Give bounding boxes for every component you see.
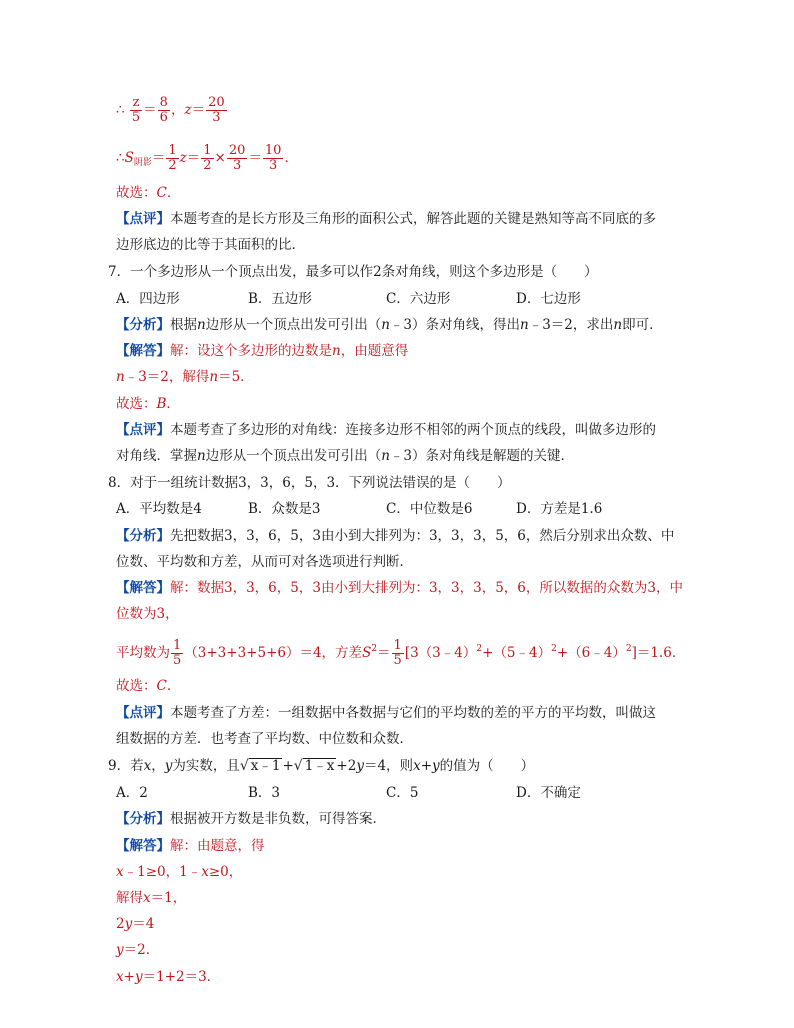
q9-sum: x+y＝1+2＝3． bbox=[116, 969, 221, 985]
q9-solution: 【解答】解：由题意，得 bbox=[116, 838, 265, 854]
q8-comment-1: 【点评】本题考查了方差：一组数据中各数据与它们的平均数的差的平方的平均数，叫做这 bbox=[116, 705, 656, 721]
fraction: $\frac{10}{3}$ bbox=[264, 143, 282, 173]
q9-condition: x﹣1≥0，1﹣x≥0， bbox=[116, 864, 243, 880]
fraction: $\frac{1}{5}$ bbox=[173, 638, 182, 668]
q8-comment-2: 组数据的方差．也考查了平均数、中位数和众数． bbox=[116, 731, 413, 747]
q8-solution-1: 【解答】解：数据3，3，6，5，3由小到大排列为：3，3，3，5，6，所以数据的众数为3，中 bbox=[116, 580, 683, 596]
fraction: $\frac{8}{6}$ bbox=[159, 95, 168, 125]
q9-analysis: 【分析】根据被开方数是非负数，可得答案． bbox=[116, 811, 386, 827]
q8-choose: 故选：C． bbox=[116, 678, 181, 694]
q8-stem: 8．对于一组统计数据3，3，6，5，3．下列说法错误的是（ ） bbox=[108, 475, 511, 491]
fraction: $\frac{z}{5}$ bbox=[131, 95, 141, 125]
option-a: A．平均数是4 bbox=[116, 501, 202, 517]
q9-eq-2y: 2y＝4 bbox=[116, 916, 155, 932]
option-b: B．五边形 bbox=[248, 291, 312, 307]
solution-tag: 【解答】 bbox=[116, 580, 170, 596]
fraction: $\frac{1}{2}$ bbox=[168, 143, 177, 173]
fraction: $\frac{20}{3}$ bbox=[208, 95, 225, 125]
comment-tag: 【点评】 bbox=[116, 211, 170, 227]
q8-options bbox=[116, 499, 602, 519]
q7-solution: 【解答】解：设这个多边形的边数是n，由题意得 bbox=[116, 343, 409, 359]
square-root: x﹣1 bbox=[250, 758, 281, 774]
option-b: B．3 bbox=[248, 785, 281, 801]
option-c: C．中位数是6 bbox=[386, 501, 473, 517]
option-a: A．2 bbox=[116, 785, 148, 801]
option-a: A．四边形 bbox=[116, 291, 180, 307]
option-d: D．七边形 bbox=[516, 291, 581, 307]
q9-options bbox=[116, 783, 581, 803]
q8-analysis-2: 位数、平均数和方差，从而可对各选项进行判断． bbox=[116, 554, 413, 570]
q6-line-z: ∴ $\frac{z}{5}$ ＝ $\frac{8}{6}$ ，z＝ $\frac{20}{3}$ bbox=[116, 95, 225, 125]
q7-stem: 7．一个多边形从一个顶点出发，最多可以作2条对角线，则这个多边形是（ ） bbox=[108, 264, 598, 280]
option-d: D．不确定 bbox=[516, 785, 581, 801]
q7-analysis: 【分析】根据n边形从一个顶点出发可引出（n﹣3）条对角线，得出n﹣3＝2，求出n即可． bbox=[116, 317, 663, 333]
fraction: $\frac{1}{5}$ bbox=[393, 638, 402, 668]
q7-comment-2: 对角线．掌握n边形从一个顶点出发可引出（n﹣3）条对角线是解题的关键． bbox=[116, 448, 574, 464]
q9-stem: 9．若x，y为实数，且√ x﹣1 +√ 1﹣x +2y＝4，则x+y的值为（ ） bbox=[108, 758, 535, 774]
analysis-tag: 【分析】 bbox=[116, 811, 170, 827]
q6-comment-2: 边形底边的比等于其面积的比． bbox=[116, 237, 305, 253]
option-b: B．众数是3 bbox=[248, 501, 321, 517]
square-root: 1﹣x bbox=[304, 758, 335, 774]
q8-mean-variance: 平均数为 $\frac{1}{5}$ （3+3+3+5+6）＝4，方差$S^2=$ $\frac{1}{5}$ [3（3﹣4）$^2$+（5﹣4）$^2$+（6﹣4）$^2$]＝1.6． bbox=[116, 638, 686, 668]
analysis-tag: 【分析】 bbox=[116, 317, 170, 333]
q7-equation: n﹣3＝2，解得n＝5． bbox=[116, 369, 254, 385]
q6-line-area: $\therefore S_{阴影}=$ $\frac{1}{2}$ z＝ $\frac{1}{2}$ × $\frac{20}{3}$ ＝ $\frac{10}{3}$ ． bbox=[116, 143, 298, 173]
q6-comment-1: 【点评】本题考查的是长方形及三角形的面积公式，解答此题的关键是熟知等高不同底的多 bbox=[116, 211, 656, 227]
solution-tag: 【解答】 bbox=[116, 343, 170, 359]
option-c: C．六边形 bbox=[386, 291, 451, 307]
fraction: $\frac{20}{3}$ bbox=[228, 143, 246, 173]
comment-tag: 【点评】 bbox=[116, 705, 170, 721]
option-c: C．5 bbox=[386, 785, 419, 801]
comment-tag: 【点评】 bbox=[116, 422, 170, 438]
fraction: $\frac{1}{2}$ bbox=[203, 143, 212, 173]
analysis-tag: 【分析】 bbox=[116, 528, 170, 544]
q7-comment-1: 【点评】本题考查了多边形的对角线：连接多边形不相邻的两个顶点的线段，叫做多边形的 bbox=[116, 422, 656, 438]
solution-tag: 【解答】 bbox=[116, 838, 170, 854]
option-d: D．方差是1.6 bbox=[516, 501, 603, 517]
q7-options bbox=[116, 289, 581, 309]
q9-solve-x: 解得x＝1， bbox=[116, 890, 187, 906]
q8-solution-2: 位数为3， bbox=[116, 606, 179, 622]
q8-analysis-1: 【分析】先把数据3，3，6，5，3由小到大排列为：3，3，3，5，6，然后分别求出众数、中 bbox=[116, 528, 675, 544]
q7-choose: 故选：B． bbox=[116, 396, 180, 412]
q6-choose: 故选：C． bbox=[116, 185, 181, 201]
q9-solve-y: y＝2． bbox=[116, 942, 160, 958]
